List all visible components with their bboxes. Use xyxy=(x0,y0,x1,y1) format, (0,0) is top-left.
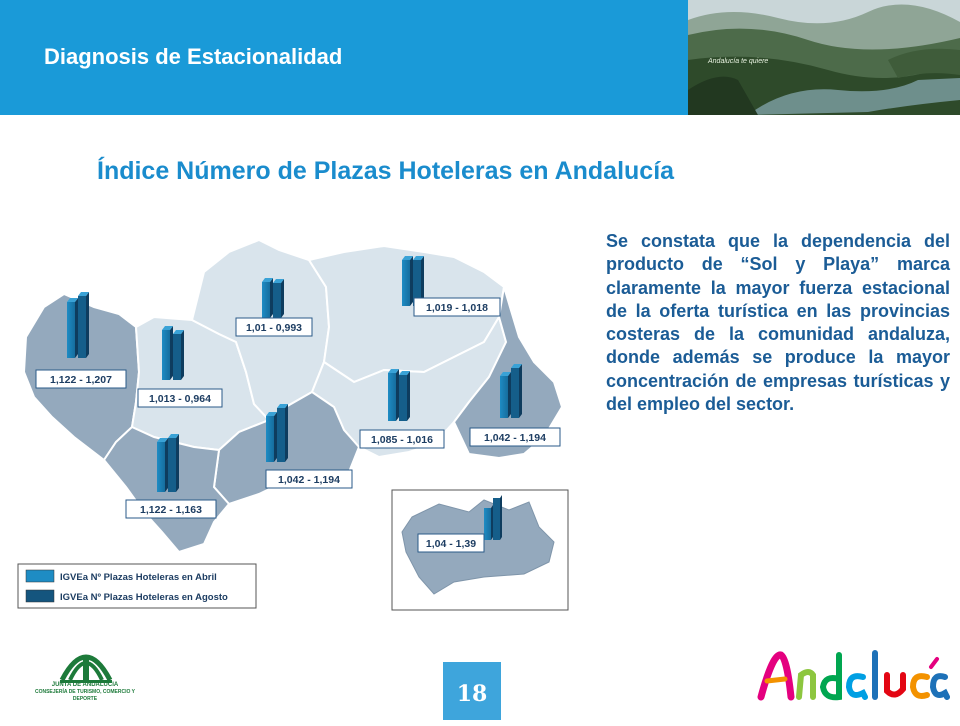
junta-logo-text: JUNTA DE ANDALUCIA CONSEJERÍA DE TURISMO, COMERCIO Y DEPORTE xyxy=(34,682,135,702)
bar-almeria xyxy=(500,364,522,418)
section-title: Diagnosis de Estacionalidad xyxy=(44,44,343,69)
andalucia-brand-logo xyxy=(755,645,950,705)
bar-huelva xyxy=(67,292,89,358)
bar-granada xyxy=(388,369,410,421)
label-jaen: 1,019 - 1,018 xyxy=(426,302,488,314)
slide-title: Índice Número de Plazas Hoteleras en Andalucía xyxy=(97,157,675,185)
label-granada: 1,085 - 1,016 xyxy=(371,434,433,446)
photo-caption: Andalucía te quiere xyxy=(708,58,769,65)
page-number: 18 xyxy=(443,662,501,720)
inset-andalucia xyxy=(392,490,568,610)
legend-agosto: IGVEa Nº Plazas Hoteleras en Agosto xyxy=(60,592,228,603)
bar-cadiz xyxy=(157,434,179,492)
label-inset: 1,04 - 1,39 xyxy=(425,538,477,550)
label-sevilla: 1,013 - 0,964 xyxy=(149,393,211,405)
label-almeria: 1,042 - 1,194 xyxy=(484,432,546,444)
andalucia-map xyxy=(14,232,574,612)
bar-sevilla xyxy=(162,326,184,380)
label-cordoba: 1,01 - 0,993 xyxy=(245,322,303,334)
body-paragraph: Se constata que la dependencia del producto de “Sol y Playa” marca claramente la mayor fuerza estacional de la oferta turística en las provincias costeras de la comunidad andaluza, donde además se produce la mayor concentración de empresas turísticas y del empleo del sector. xyxy=(606,231,950,415)
legend-abril: IGVEa Nº Plazas Hoteleras en Abril xyxy=(60,572,217,583)
label-cadiz: 1,122 - 1,163 xyxy=(140,504,202,516)
map-legend xyxy=(18,564,256,608)
bar-malaga xyxy=(266,404,288,462)
label-huelva: 1,122 - 1,207 xyxy=(50,374,112,386)
bar-cordoba xyxy=(262,278,284,318)
header-bar xyxy=(0,0,960,115)
label-malaga: 1,042 - 1,194 xyxy=(278,474,340,486)
